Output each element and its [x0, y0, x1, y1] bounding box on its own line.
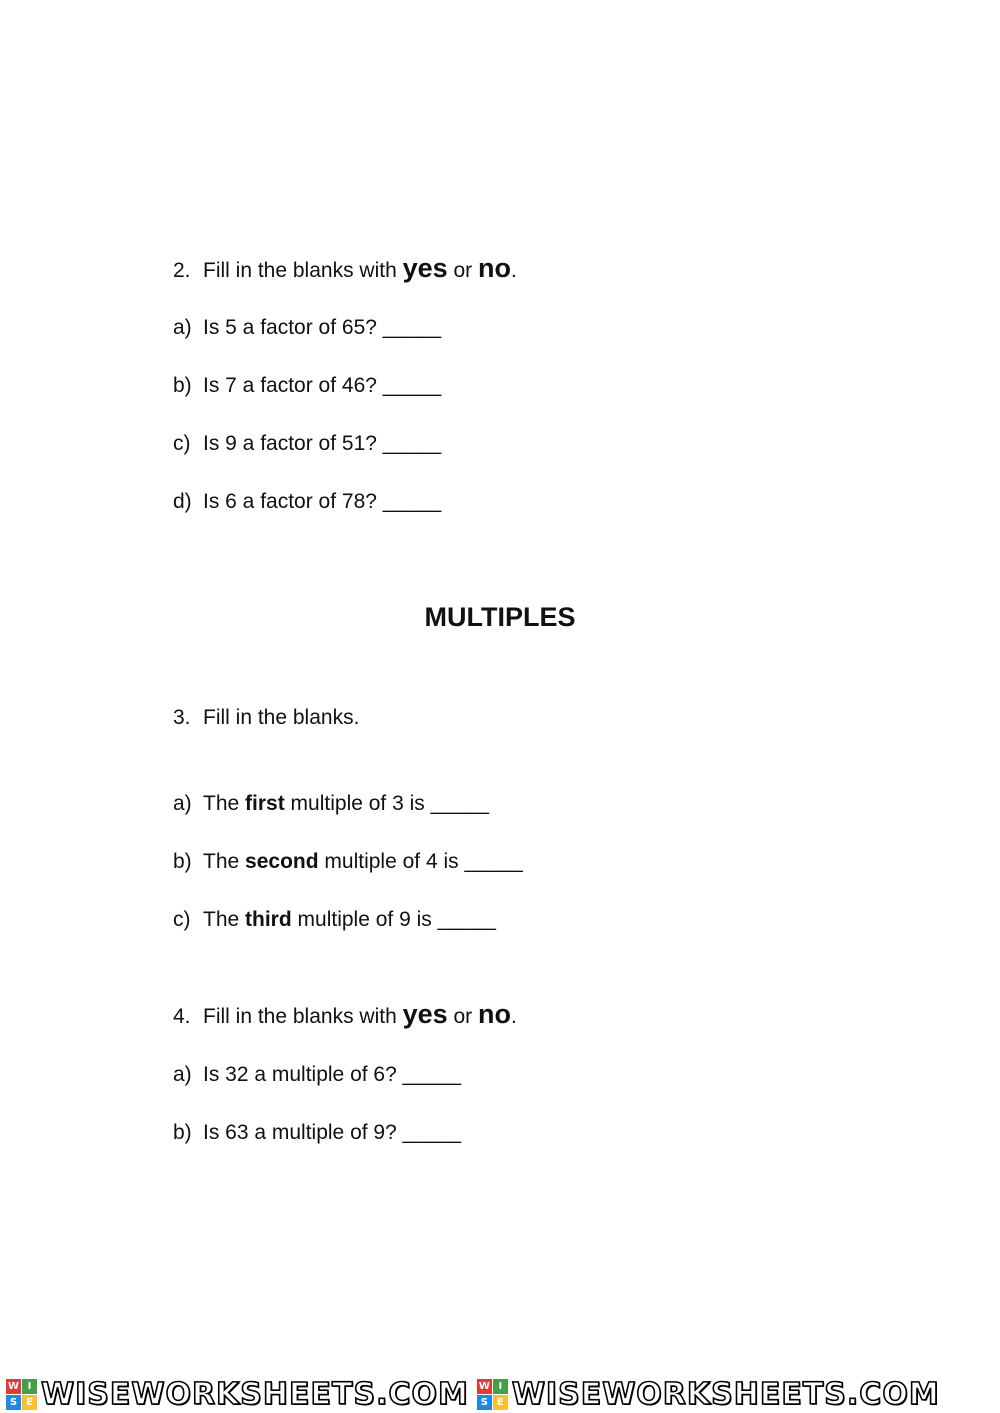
question-2a — [173, 317, 441, 338]
question-number: 4. — [173, 1005, 191, 1028]
item-label: b) — [173, 850, 192, 873]
item-text: Is 6 a factor of 78? _____ — [203, 490, 442, 513]
question-4-heading — [173, 1001, 517, 1028]
section-heading-multiples: MULTIPLES — [424, 602, 576, 632]
cube-letter: E — [493, 1395, 508, 1410]
logo-cube-icon — [6, 1379, 37, 1410]
item-text: Is 32 a multiple of 6? _____ — [203, 1063, 462, 1086]
cube-letter: W — [478, 1380, 490, 1392]
item-label: b) — [173, 1121, 192, 1144]
question-3b — [173, 851, 523, 872]
item-label: c) — [173, 432, 191, 455]
item-text-bold: second — [245, 850, 319, 873]
question-2b — [173, 375, 441, 396]
item-label: a) — [173, 1063, 192, 1086]
question-text: Fill in the blanks with — [203, 1005, 403, 1028]
answer-yes: yes — [402, 253, 448, 283]
item-label: d) — [173, 490, 192, 513]
question-3-heading — [173, 707, 359, 728]
cube-letter: E — [22, 1395, 37, 1410]
cube-letter: S — [477, 1395, 492, 1410]
question-2-heading — [173, 255, 517, 282]
connector-or: or — [447, 1005, 478, 1028]
item-text-post: multiple of 3 is _____ — [284, 792, 490, 815]
question-4a — [173, 1064, 461, 1085]
question-3c — [173, 909, 496, 930]
item-label: c) — [173, 908, 191, 931]
answer-no: no — [478, 999, 511, 1029]
item-text-pre: The — [203, 792, 246, 815]
item-text: Is 7 a factor of 46? _____ — [203, 374, 442, 397]
cube-letter: I — [493, 1379, 508, 1394]
question-4b — [173, 1122, 461, 1143]
logo-cube-icon — [477, 1379, 508, 1410]
item-label: b) — [173, 374, 192, 397]
period: . — [511, 1005, 517, 1028]
connector-or: or — [447, 259, 478, 282]
period: . — [511, 259, 517, 282]
item-text-bold: first — [245, 792, 285, 815]
item-label: a) — [173, 316, 192, 339]
item-text-bold: third — [245, 908, 292, 931]
question-2c — [173, 433, 441, 454]
cube-letter: I — [22, 1379, 37, 1394]
question-number: 2. — [173, 259, 191, 282]
footer-branding — [0, 1377, 1000, 1411]
question-3a — [173, 793, 489, 814]
item-label: a) — [173, 792, 192, 815]
item-text: Is 5 a factor of 65? _____ — [203, 316, 442, 339]
item-text-pre: The — [203, 908, 246, 931]
answer-yes: yes — [402, 999, 448, 1029]
brand-logo — [477, 1377, 940, 1412]
question-2d — [173, 491, 441, 512]
answer-no: no — [478, 253, 511, 283]
item-text-pre: The — [203, 850, 246, 873]
brand-text: WISEWORKSHEETS.COM — [41, 1376, 469, 1412]
cube-letter: S — [6, 1395, 21, 1410]
question-text: Fill in the blanks with — [203, 259, 403, 282]
item-text: Is 9 a factor of 51? _____ — [203, 432, 442, 455]
brand-logo — [6, 1377, 469, 1412]
cube-letter: W — [7, 1380, 20, 1392]
brand-text: WISEWORKSHEETS.COM — [511, 1376, 940, 1412]
item-text-post: multiple of 4 is _____ — [318, 850, 523, 873]
item-text: Is 63 a multiple of 9? _____ — [203, 1121, 462, 1144]
item-text-post: multiple of 9 is _____ — [291, 908, 496, 931]
question-number: 3. — [173, 706, 191, 729]
question-text: Fill in the blanks. — [203, 706, 360, 729]
